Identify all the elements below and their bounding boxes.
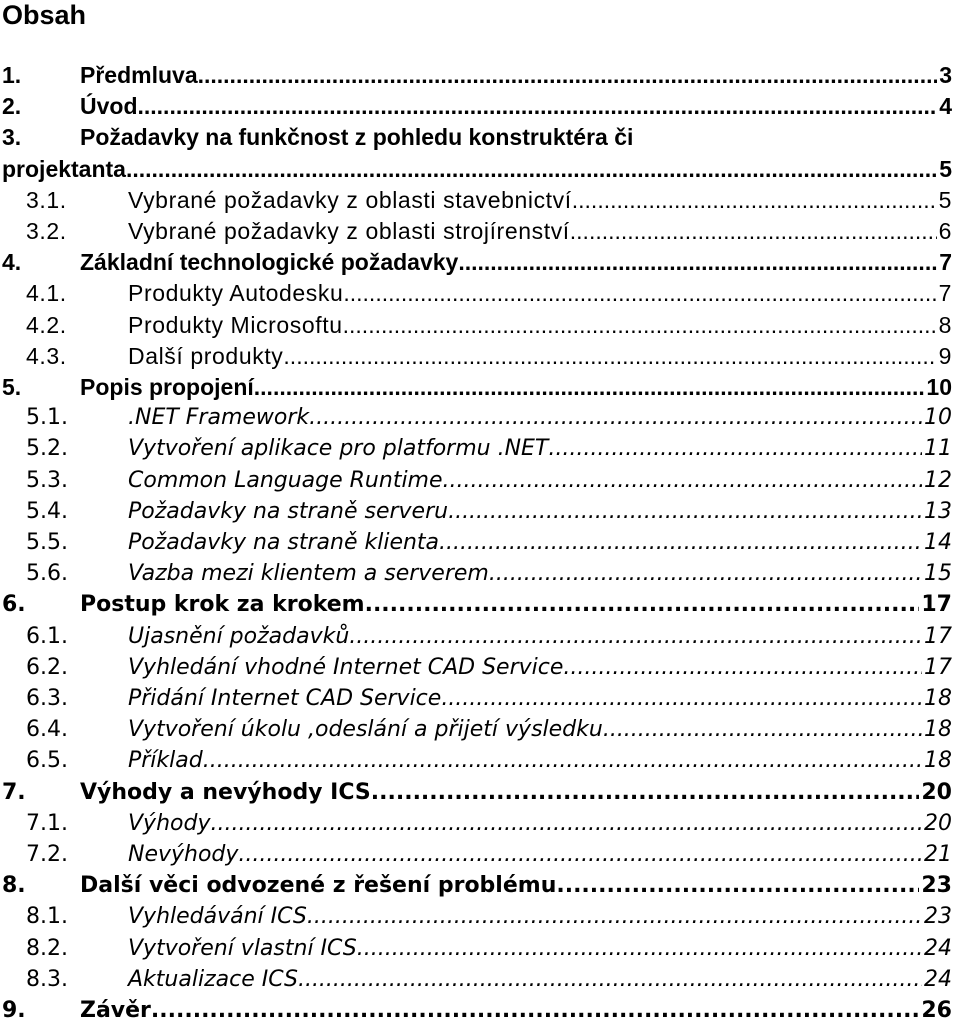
dot-leader — [309, 403, 922, 433]
toc-chapter-entry[interactable] — [2, 590, 952, 620]
entry-title: Vazba mezi klientem a serverem — [128, 561, 489, 587]
entry-number: 1. — [2, 62, 22, 88]
dot-leader — [572, 185, 937, 215]
entry-number: 5.6. — [26, 561, 68, 587]
entry-number: 3.1. — [26, 186, 67, 213]
entry-page-number: 4 — [939, 93, 952, 120]
entry-page-number: 14 — [924, 530, 952, 555]
entry-page-number: 3 — [939, 62, 952, 88]
dot-leader — [439, 528, 922, 558]
entry-number: 8.2. — [26, 935, 68, 961]
entry-page-number: 13 — [924, 498, 952, 524]
dot-leader — [570, 216, 937, 246]
entry-number: 5.1. — [26, 405, 68, 431]
toc-section-entry[interactable] — [26, 653, 952, 683]
entry-page-number: 12 — [924, 467, 952, 493]
toc-chapter-entry[interactable] — [2, 122, 952, 152]
dot-leader — [357, 934, 922, 964]
entry-title: Vytvoření úkolu ,odeslání a přijetí výsledku — [128, 717, 603, 743]
dot-leader — [441, 684, 922, 714]
entry-title: Vyhledání vhodné Internet CAD Service — [128, 654, 564, 680]
dot-leader — [283, 341, 936, 371]
dot-leader — [210, 809, 922, 839]
entry-page-number: 23 — [921, 873, 952, 899]
entry-page-number: 18 — [924, 748, 952, 774]
toc-section-entry[interactable] — [26, 684, 952, 714]
entry-number: 4. — [2, 249, 22, 276]
dot-leader — [203, 746, 922, 776]
entry-page-number: 18 — [924, 717, 952, 743]
entry-title: Vybrané požadavky z oblasti strojírenství — [128, 218, 570, 244]
toc-chapter-entry[interactable] — [2, 154, 952, 184]
dot-leader — [343, 310, 937, 340]
entry-title: Produkty Microsoftu — [128, 311, 343, 338]
entry-page-number: 24 — [924, 966, 952, 992]
toc-chapter-entry[interactable] — [2, 372, 952, 402]
dot-leader — [371, 778, 920, 808]
toc-section-entry[interactable] — [26, 528, 952, 558]
dot-leader — [603, 715, 922, 745]
toc-section-entry[interactable] — [26, 965, 952, 995]
entry-page-number: 11 — [924, 436, 952, 462]
toc-chapter-entry[interactable] — [2, 778, 952, 808]
toc-section-entry[interactable] — [26, 715, 952, 745]
entry-number: 4.1. — [26, 280, 67, 307]
dot-leader — [254, 372, 925, 402]
entry-title: Další věci odvozené z řešení problému — [80, 873, 557, 899]
entry-number: 4.2. — [26, 311, 67, 338]
entry-page-number: 9 — [938, 342, 952, 369]
entry-title: Vytvoření vlastní ICS — [128, 935, 357, 961]
entry-number: 7. — [2, 779, 26, 805]
entry-page-number: 10 — [924, 405, 952, 431]
entry-page-number: 17 — [921, 592, 952, 618]
entry-title: .NET Framework — [128, 405, 310, 431]
entry-number: 8.1. — [26, 904, 68, 930]
dot-leader — [151, 996, 919, 1026]
toc-section-entry[interactable] — [26, 809, 952, 839]
toc-section-entry[interactable] — [26, 216, 952, 246]
entry-number: 7.2. — [26, 842, 68, 867]
entry-page-number: 10 — [926, 374, 952, 400]
entry-number: 6.1. — [26, 623, 68, 649]
entry-title: Nevýhody — [128, 842, 239, 867]
toc-section-entry[interactable] — [26, 902, 952, 932]
entry-page-number: 7 — [939, 249, 952, 276]
entry-number: 6.5. — [26, 748, 68, 774]
entry-title: Požadavky na straně serveru — [128, 498, 449, 524]
dot-leader — [307, 902, 922, 932]
toc-chapter-entry[interactable] — [2, 996, 952, 1026]
entry-page-number: 5 — [938, 186, 952, 213]
entry-title: Postup krok za krokem — [80, 592, 365, 618]
entry-page-number: 26 — [921, 998, 952, 1023]
dot-leader — [489, 559, 922, 589]
dot-leader — [138, 91, 938, 121]
toc-section-entry[interactable] — [26, 310, 952, 340]
entry-number: 8.3. — [26, 966, 68, 992]
dot-leader — [365, 590, 920, 620]
toc-chapter-entry[interactable] — [2, 247, 952, 277]
entry-title: Vytvoření aplikace pro platformu .NET — [128, 436, 549, 462]
entry-page-number: 18 — [924, 686, 952, 711]
entry-title: Předmluva — [80, 62, 198, 88]
entry-number: 8. — [2, 873, 26, 899]
dot-leader — [238, 840, 922, 870]
toc-section-entry[interactable] — [26, 497, 952, 527]
entry-number: 5.2. — [26, 436, 68, 462]
entry-number: 9. — [2, 998, 26, 1023]
entry-page-number: 7 — [938, 280, 952, 307]
entry-title: Přidání Internet CAD Service — [128, 686, 442, 711]
dot-leader — [343, 278, 936, 308]
dot-leader — [458, 247, 937, 277]
entry-title: Common Language Runtime — [128, 467, 443, 493]
dot-leader — [443, 466, 922, 496]
entry-page-number: 17 — [924, 623, 952, 649]
page-title: Obsah — [2, 0, 87, 30]
dot-leader — [448, 497, 922, 527]
entry-title: Požadavky na funkčnost z pohledu konstruktéra či — [80, 124, 634, 151]
toc-section-entry[interactable] — [26, 341, 952, 371]
toc-section-entry[interactable] — [26, 403, 952, 433]
entry-title: Příklad — [128, 748, 203, 774]
entry-number: 7.1. — [26, 810, 68, 836]
entry-number: 6.4. — [26, 717, 68, 743]
entry-number: 6.3. — [26, 686, 68, 711]
toc-section-entry[interactable] — [26, 466, 952, 496]
toc-chapter-entry[interactable] — [2, 871, 952, 901]
entry-page-number: 6 — [938, 218, 952, 244]
entry-number: 5.5. — [26, 530, 68, 555]
entry-page-number: 20 — [921, 779, 952, 805]
dot-leader — [349, 622, 922, 652]
dot-leader — [126, 154, 937, 184]
entry-title: Výhody — [128, 810, 211, 836]
entry-number: 5.4. — [26, 498, 68, 524]
toc-chapter-entry[interactable] — [2, 91, 952, 121]
toc-section-entry[interactable] — [26, 559, 952, 589]
entry-title: projektanta — [2, 155, 126, 182]
entry-title: Vybrané požadavky z oblasti stavebnictví — [128, 186, 572, 213]
entry-number: 6.2. — [26, 654, 68, 680]
entry-title: Požadavky na straně klienta — [128, 530, 440, 555]
entry-title: Vyhledávání ICS — [128, 904, 307, 930]
entry-title: Produkty Autodesku — [128, 280, 344, 307]
dot-leader — [563, 653, 922, 683]
toc-section-entry[interactable] — [26, 434, 952, 464]
entry-title: Základní technologické požadavky — [80, 249, 459, 276]
entry-title: Popis propojení — [80, 374, 254, 400]
toc-section-entry[interactable] — [26, 746, 952, 776]
entry-title: Výhody a nevýhody ICS — [80, 779, 371, 805]
entry-page-number: 8 — [938, 311, 952, 338]
toc-section-entry[interactable] — [26, 622, 952, 652]
dot-leader — [298, 965, 922, 995]
entry-title: Aktualizace ICS — [128, 966, 298, 992]
entry-page-number: 23 — [924, 904, 952, 930]
entry-number: 5.3. — [26, 467, 68, 493]
dot-leader — [548, 434, 922, 464]
entry-page-number: 21 — [924, 842, 952, 867]
entry-page-number: 15 — [924, 561, 952, 587]
entry-number: 6. — [2, 592, 26, 618]
entry-number: 4.3. — [26, 342, 67, 369]
entry-page-number: 20 — [924, 810, 952, 836]
toc-section-entry[interactable] — [26, 840, 952, 870]
toc-section-entry[interactable] — [26, 185, 952, 215]
entry-page-number: 17 — [924, 654, 952, 680]
toc-section-entry[interactable] — [26, 278, 952, 308]
entry-number: 3. — [2, 124, 22, 151]
entry-title: Úvod — [80, 93, 138, 120]
entry-number: 5. — [2, 374, 22, 400]
entry-number: 3.2. — [26, 218, 67, 244]
entry-title: Závěr — [80, 998, 151, 1023]
dot-leader — [198, 60, 938, 90]
entry-page-number: 5 — [939, 155, 952, 182]
toc-section-entry[interactable] — [26, 934, 952, 964]
entry-page-number: 24 — [924, 935, 952, 961]
entry-title: Další produkty — [128, 342, 284, 369]
entry-number: 2. — [2, 93, 22, 120]
dot-leader — [556, 871, 919, 901]
toc-chapter-entry[interactable] — [2, 60, 952, 90]
entry-title: Ujasnění požadavků — [128, 623, 350, 649]
